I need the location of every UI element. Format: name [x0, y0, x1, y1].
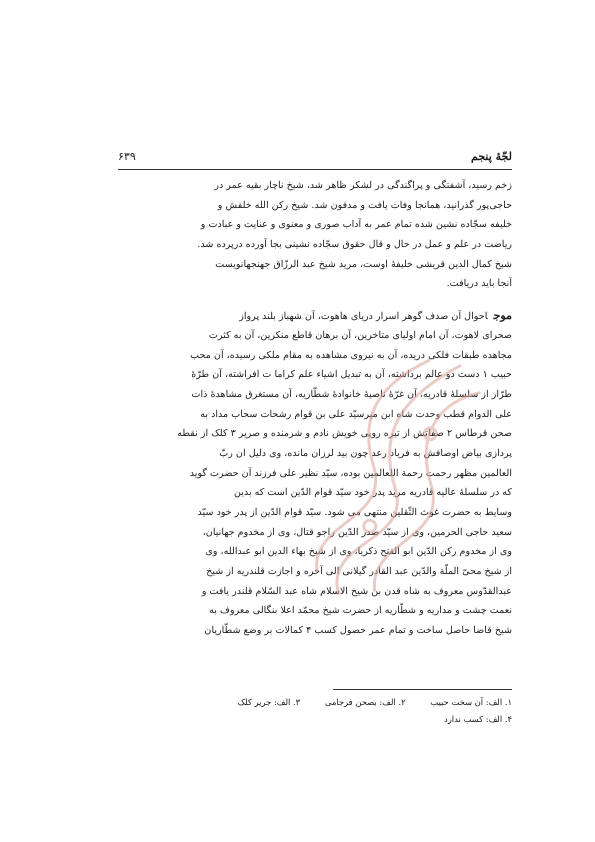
- text-line: طرّار از سلسلهٔ قادریه، آن غرّهٔ ناصیهٔ خانوادهٔ شطّاریه، آن مستغرق مشاهدهٔ ذات: [191, 388, 512, 400]
- text-line: پردازی بیاض اوصافش به فریاد رعد چون بید لرزان مانده، وی دلیل ان ربّ: [219, 447, 512, 459]
- footnote-rule: [333, 689, 512, 690]
- text-line: العالمین مظهر رحمت رحمة اللعالمین بوده، سیّد نظیر علی فرزند آن حضرت گوید: [189, 467, 512, 479]
- text-line: صحن قرطاس ۲ صفاتش از تیره روپی خویش نادم و شرمنده و صریر ۳ کلک از نقطه: [177, 428, 512, 440]
- footnote-row: [118, 711, 512, 728]
- text-line: صحرای لاهوت، آن امام اولیای متاخرین، آن برهان قاطع منکرین، آن به کثرت: [208, 329, 512, 341]
- text-line: سعید حاجی الحرمین، وی از سیّد صدر الدّین راجو قتال، وی از مخدوم جهانیان،: [202, 526, 512, 538]
- footnote-row: [118, 694, 512, 711]
- footnote-4: ۴. الف: کسب ندارد: [443, 714, 512, 724]
- text-line: حاجی‌پور گذرانید، همانجا وفات یافت و مدفون شد. شیخ رکن الله خلفش و: [217, 199, 512, 211]
- text-line: خلیفه سجّاده نشین شده تمام عمر به آداب صوری و معنوی و عنایت و عبادت و: [200, 219, 512, 231]
- page-number: ۶۳۹: [118, 150, 136, 163]
- chapter-title: لجّهٔ پنجم: [471, 150, 512, 163]
- main-text: [118, 176, 512, 641]
- footnotes: [118, 694, 512, 728]
- text-line: وی از مخدوم رکن الدّین ابو الفتح ذکریا، وی از شیخ بهاء الدین ابو عبدالله، وی: [205, 546, 512, 558]
- text-line: شیخ قاضا حاصل ساخت و تمام عمر حصول کسب ۴ کمالات بر وضع شطّاریان: [204, 625, 512, 637]
- text-line: زخم رسید، آشفتگی و پراگندگی در لشکر ظاهر شد، شیخ ناچار بقیه عمر در: [214, 180, 512, 191]
- text-line: وسایط به حضرت غوث الثّقلین منتهی می شود. سیّد قوام الدّین از پدر خود سیّد: [197, 507, 512, 518]
- text-line: علی الدوام قطب وحدت شاه ابن میرسیّد علی بن قوام رشحات سحاب مداد به: [200, 408, 512, 420]
- header-rule: [118, 169, 512, 170]
- text-line: احوال آن صدف گوهر اسرار دریای هاهوت، آن شهباز بلند پرواز: [239, 311, 488, 323]
- text-line: مجاهده طبقات فلکی دریده، آن به نیروی مشاهده به مقام ملکی رسیده، آن محب: [190, 349, 512, 361]
- footnote-1: ۱. الف: آن سخت حبیب: [430, 697, 512, 707]
- footnote-2: ۲. الف: بصحن فرجامی: [324, 697, 406, 707]
- text-line-first: [118, 306, 512, 326]
- text-line: نعمت چشت و مداریه و شطّاریه از حضرت شیخ محمّد اعلا بنگالی معروف به: [209, 605, 512, 617]
- text-line: آنجا باید دریافت.: [446, 278, 512, 290]
- paragraph-1: [118, 176, 512, 294]
- text-line: از شیخ محیّ الملّة والدّین عبد القادر گیلانی الی آخره و اجازت قلندریه از شیخ: [206, 566, 512, 578]
- text-line: حبیب ۱ دست دو عالم برداشته، آن به تبدیل اشیاء علم کراما ت افراشته، آن طرّهٔ: [191, 369, 512, 381]
- paragraph-2: [118, 306, 512, 641]
- text-line: شیخ کمال الدین قریشی خلیفهٔ اوست، مرید شیخ عبد الرزّاق جهنجهانویست: [215, 258, 512, 270]
- running-header: [118, 150, 512, 166]
- entry-heading: موج: [493, 309, 512, 323]
- text-line: ریاضت در علم و عمل در حال و قال حقوق سجّاده نشینی بجا آورده درپرده شد.: [197, 239, 512, 251]
- text-line: عبدالقدّوس معروف به شاه قدن بن شیخ الاسلام شاه عبد السّلام قلندر یافت و: [201, 585, 512, 597]
- text-line: که در سلسلهٔ عالیه قادریه مرید پدر خود سیّد قوام الدّین است که بدین: [233, 487, 512, 499]
- footnote-3: ۳. الف: جریر کلک: [237, 697, 301, 707]
